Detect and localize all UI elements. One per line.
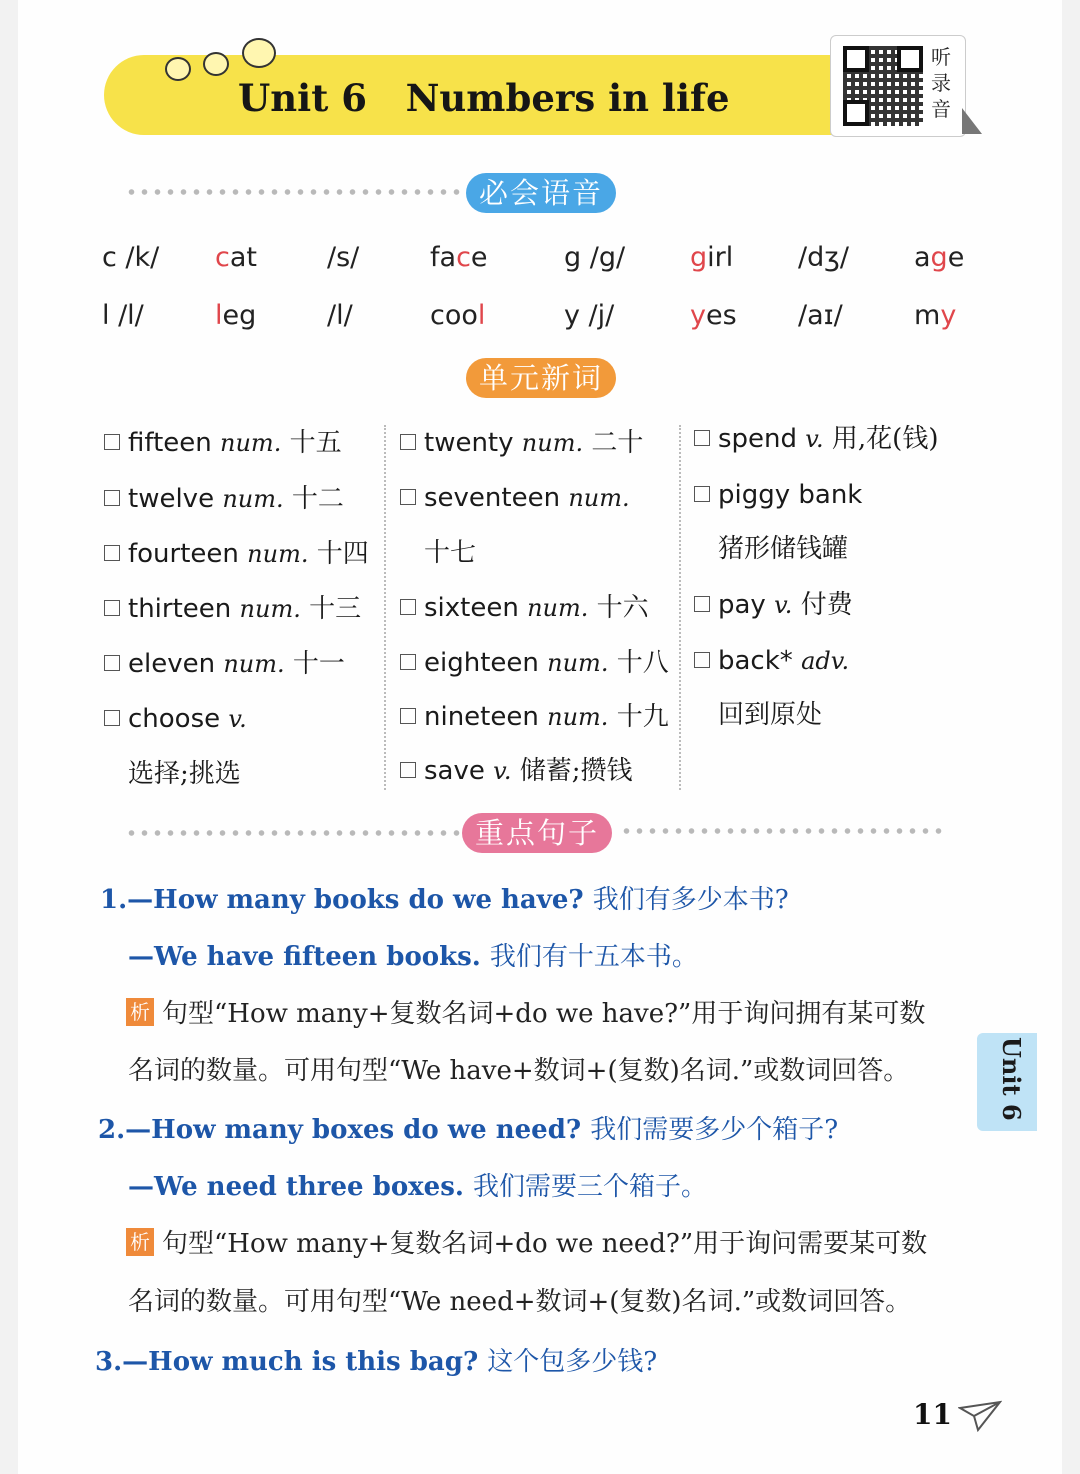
- vocab-item: [104, 699, 247, 739]
- vocab-meaning: 十四: [316, 539, 369, 569]
- phonics-sound: l /l/: [102, 300, 144, 331]
- divider-dots: [125, 188, 460, 196]
- vocab-word: nineteen: [424, 702, 539, 732]
- sentence-1-answer: [128, 935, 698, 979]
- phonics-sound: /dʒ/: [798, 242, 849, 273]
- vocab-item: [104, 589, 361, 629]
- phonics-sound: /l/: [327, 300, 353, 331]
- vocab-meaning: 十一: [292, 649, 345, 679]
- vocab-meaning-cont: 猪形储钱罐: [718, 534, 849, 564]
- vocab-item: [694, 419, 938, 459]
- vocab-item: [104, 423, 342, 463]
- section-phonics-heading: 必会语音: [466, 173, 616, 213]
- vocab-meaning: 十八: [616, 648, 669, 678]
- sentence-1-note: [126, 992, 925, 1036]
- vocab-word: sixteen: [424, 593, 519, 623]
- question-cn: 这个包多少钱?: [487, 1347, 658, 1377]
- part-of-speech: num.: [547, 649, 609, 677]
- checkbox[interactable]: [104, 655, 120, 671]
- checkbox[interactable]: [400, 708, 416, 724]
- vocab-meaning: 十二: [291, 484, 344, 514]
- part-of-speech: v.: [228, 705, 247, 733]
- vocab-item: [694, 641, 849, 681]
- chick-icon: [165, 57, 191, 81]
- phonics-word: cat: [215, 242, 257, 273]
- part-of-speech: num.: [223, 650, 285, 678]
- vocab-item: [400, 588, 649, 628]
- vocab-meaning: 付费: [800, 590, 853, 620]
- sentence-3-question: [95, 1340, 657, 1384]
- qr-corner: [897, 46, 923, 72]
- sentence-2-question: [98, 1108, 838, 1152]
- part-of-speech: num.: [547, 703, 609, 731]
- vocab-word: piggy bank: [718, 480, 863, 510]
- phonics-word: age: [914, 242, 965, 273]
- part-of-speech: num.: [247, 540, 309, 568]
- part-of-speech: num.: [527, 594, 589, 622]
- sentence-number: 2.: [98, 1115, 126, 1145]
- vocab-item: [400, 478, 630, 518]
- section-vocab-heading: 单元新词: [466, 358, 616, 398]
- vocab-meaning: 十五: [289, 428, 342, 458]
- vocab-meaning: 储蓄;攒钱: [519, 756, 633, 786]
- sentence-2-note: [128, 1280, 911, 1324]
- question-en: —How many books do we have?: [127, 885, 584, 915]
- part-of-speech: v.: [805, 425, 824, 453]
- answer-en: —We have fifteen books.: [128, 942, 481, 972]
- vocab-meaning: 用,花(钱): [831, 424, 939, 454]
- side-tab-label: Unit 6: [997, 1037, 1026, 1121]
- part-of-speech: adv.: [801, 647, 850, 675]
- phonics-word: face: [430, 242, 488, 273]
- vocab-meaning-cont: 十七: [424, 538, 477, 568]
- section-sentences-heading: 重点句子: [462, 813, 612, 853]
- vocab-meaning: 十九: [616, 702, 669, 732]
- phonics-word: leg: [215, 300, 257, 331]
- checkbox[interactable]: [694, 486, 710, 502]
- checkbox[interactable]: [400, 434, 416, 450]
- vocab-word: pay: [718, 590, 766, 620]
- vocab-word: fifteen: [128, 428, 212, 458]
- question-en: —How much is this bag?: [122, 1347, 479, 1377]
- vocab-item: [104, 479, 344, 519]
- analysis-badge: 析: [126, 998, 154, 1026]
- vocab-item: [400, 423, 643, 463]
- vocab-word: eleven: [128, 649, 216, 679]
- note-line: 句型“How many+复数名词+do we have?”用于询问拥有某可数: [162, 999, 926, 1029]
- phonics-sound: y /j/: [564, 300, 615, 331]
- part-of-speech: v.: [493, 757, 512, 785]
- phonics-word: my: [914, 300, 957, 331]
- phonics-sound: /s/: [327, 242, 360, 273]
- vocab-word: fourteen: [128, 539, 239, 569]
- sentence-1-note: [128, 1049, 909, 1093]
- note-line: 名词的数量。可用句型“We have+数词+(复数)名词.”或数词回答。: [128, 1056, 910, 1086]
- note-line: 句型“How many+复数名词+do we need?”用于询问需要某可数: [162, 1229, 928, 1259]
- sentence-2-note: [126, 1222, 927, 1266]
- paper-plane-icon: [958, 1398, 1002, 1432]
- column-separator: [384, 425, 386, 790]
- analysis-badge: 析: [126, 1228, 154, 1256]
- qr-corner: [843, 46, 869, 72]
- divider-dots: [620, 827, 945, 835]
- vocab-meaning: 十三: [309, 594, 362, 624]
- sentence-number: 1.: [100, 885, 128, 915]
- checkbox[interactable]: [104, 710, 120, 726]
- phonics-word: girl: [690, 242, 734, 273]
- checkbox[interactable]: [400, 654, 416, 670]
- page-fold-icon: [962, 108, 982, 134]
- part-of-speech: num.: [220, 429, 282, 457]
- vocab-word: twelve: [128, 484, 215, 514]
- phonics-word: yes: [690, 300, 737, 331]
- phonics-sound: c /k/: [102, 242, 160, 273]
- checkbox[interactable]: [104, 600, 120, 616]
- vocab-word: twenty: [424, 428, 514, 458]
- part-of-speech: num.: [521, 429, 584, 457]
- answer-cn: 我们有十五本书。: [489, 942, 698, 972]
- vocab-item: [104, 534, 369, 574]
- checkbox[interactable]: [104, 545, 120, 561]
- vocab-meaning-cont: 选择;挑选: [128, 759, 241, 789]
- phonics-sound: /aɪ/: [798, 300, 843, 331]
- vocab-item: [694, 585, 853, 625]
- column-separator: [679, 425, 681, 790]
- part-of-speech: num.: [568, 484, 630, 512]
- checkbox[interactable]: [694, 596, 710, 612]
- unit-title: Unit 6 Numbers in life: [238, 76, 730, 120]
- sentence-1-question: [100, 878, 789, 922]
- listen-label: 听录音: [931, 45, 951, 121]
- vocab-word: eighteen: [424, 648, 539, 678]
- phonics-word: cool: [430, 300, 486, 331]
- checkbox[interactable]: [694, 652, 710, 668]
- vocab-item: [104, 644, 345, 684]
- vocab-word: save: [424, 756, 485, 786]
- answer-en: —We need three boxes.: [128, 1172, 464, 1202]
- vocab-word: back*: [718, 646, 793, 676]
- vocab-word: seventeen: [424, 483, 561, 513]
- checkbox[interactable]: [400, 489, 416, 505]
- phonics-sound: g /g/: [564, 242, 626, 273]
- qr-card[interactable]: [830, 35, 966, 137]
- checkbox[interactable]: [104, 434, 120, 450]
- divider-dots: [125, 829, 460, 837]
- part-of-speech: v.: [774, 591, 793, 619]
- question-en: —How many boxes do we need?: [125, 1115, 582, 1145]
- vocab-word: spend: [718, 424, 798, 454]
- question-cn: 我们有多少本书?: [592, 885, 789, 915]
- chick-icon: [242, 38, 276, 68]
- part-of-speech: num.: [239, 595, 301, 623]
- unit-side-tab[interactable]: [977, 1033, 1037, 1131]
- answer-cn: 我们需要三个箱子。: [472, 1172, 707, 1202]
- page-number: 11: [913, 1398, 952, 1431]
- vocab-item: [400, 643, 669, 683]
- vocab-word: choose: [128, 704, 221, 734]
- question-cn: 我们需要多少个箱子?: [590, 1115, 839, 1145]
- qr-corner: [843, 100, 869, 126]
- vocab-meaning: 二十: [591, 428, 644, 458]
- vocab-item: [400, 751, 633, 791]
- note-line: 名词的数量。可用句型“We need+数词+(复数)名词.”或数词回答。: [128, 1287, 912, 1317]
- vocab-item: [694, 475, 862, 515]
- vocab-meaning-cont: 回到原处: [718, 700, 823, 730]
- part-of-speech: num.: [222, 485, 284, 513]
- vocab-meaning: 十六: [596, 593, 649, 623]
- checkbox[interactable]: [104, 490, 120, 506]
- chick-icon: [203, 52, 229, 76]
- sentence-2-answer: [128, 1165, 707, 1209]
- vocab-item: [400, 697, 669, 737]
- checkbox[interactable]: [400, 762, 416, 778]
- vocab-word: thirteen: [128, 594, 232, 624]
- checkbox[interactable]: [694, 430, 710, 446]
- sentence-number: 3.: [95, 1347, 123, 1377]
- checkbox[interactable]: [400, 599, 416, 615]
